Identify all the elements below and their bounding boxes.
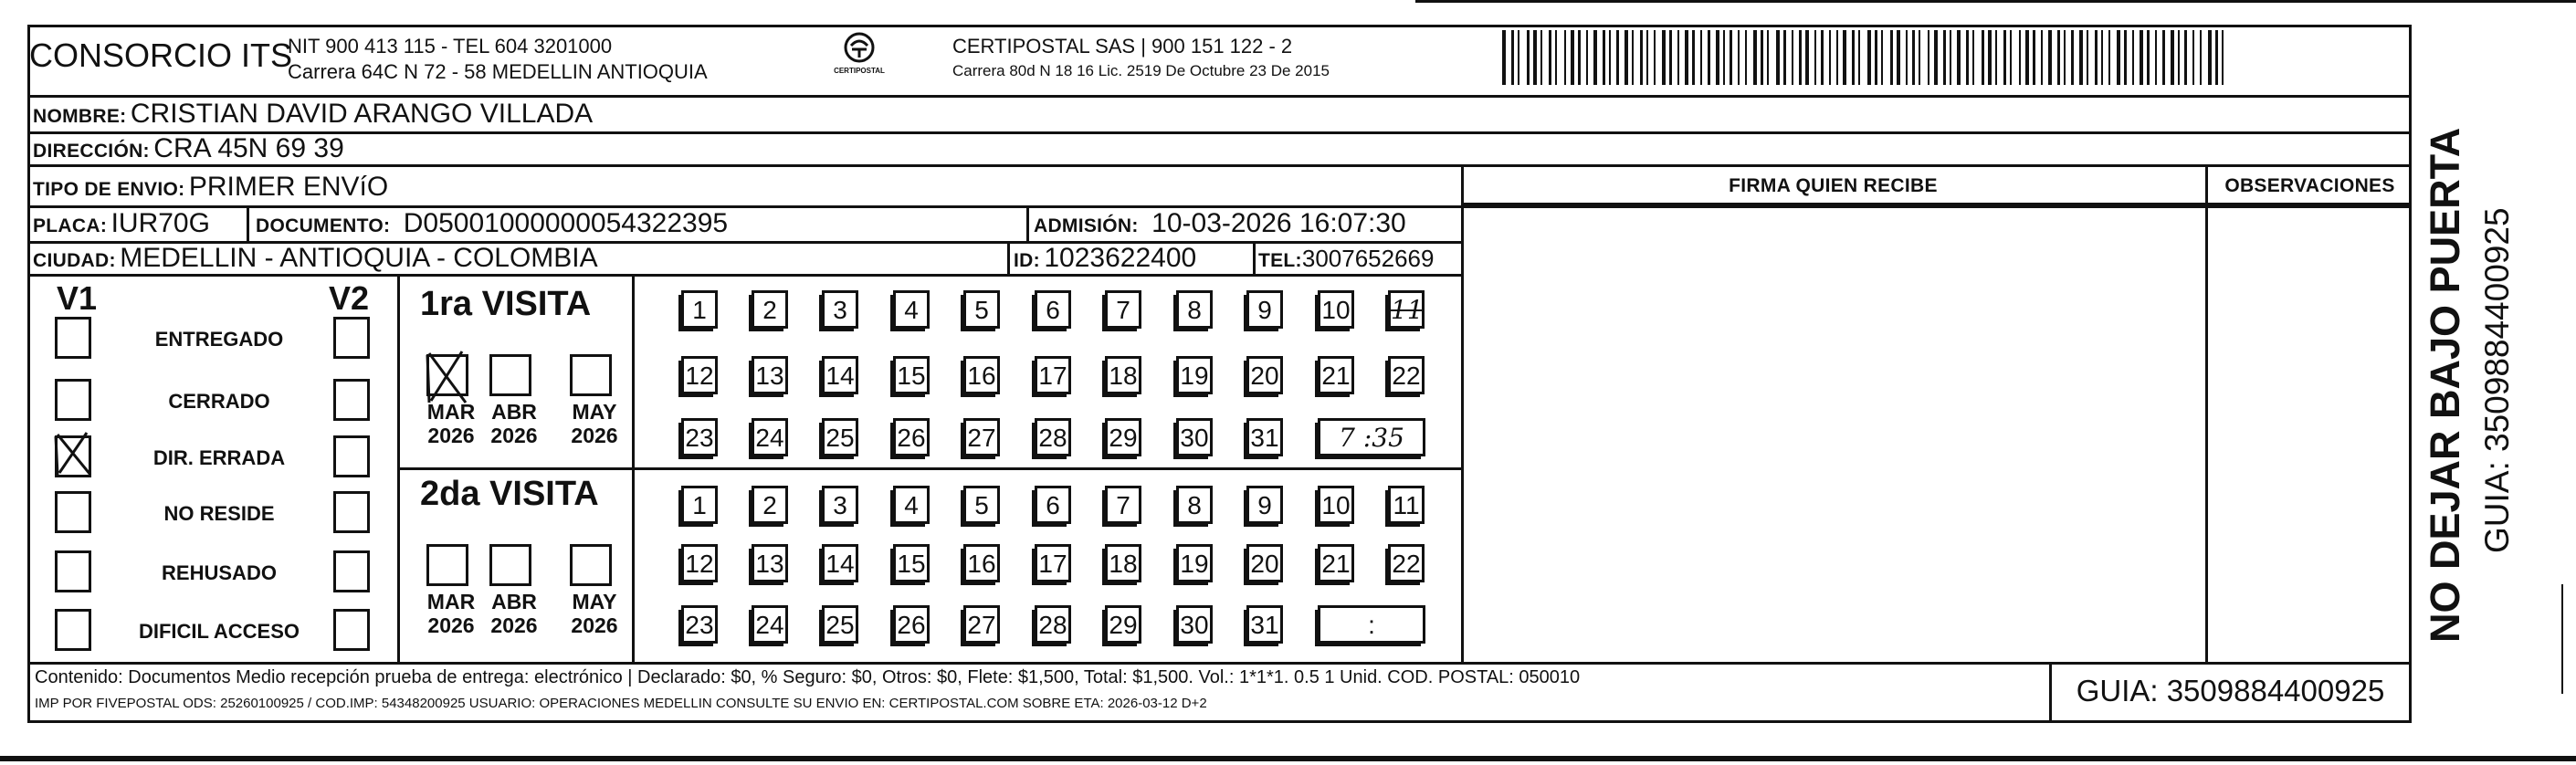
barcode-bar [1616,30,1619,85]
barcode-bar [2025,30,2029,85]
barcode-bar [1669,30,1672,85]
id-field [1014,243,1196,274]
observations-header: OBSERVACIONES [2224,175,2395,196]
observations-area[interactable] [2209,206,2409,659]
barcode-bar [1502,30,1506,85]
barcode-bar [1957,30,1961,85]
barcode-bar [2124,30,2127,85]
barcode-bar [2108,30,2110,85]
carrier-license: Carrera 80d N 18 16 Lic. 2519 De Octubre 23 De 2015 [952,62,1330,79]
visit1-day-cell[interactable]: 28 [1035,418,1071,456]
barcode-bar [1792,30,1793,85]
barcode-bar [1745,30,1747,85]
visit2-day-cell[interactable]: 15 [893,544,930,582]
v2-checkbox[interactable] [333,550,370,592]
divider-observations [2205,164,2208,662]
visit2-day-cell[interactable]: 8 [1176,486,1213,524]
rule-city [27,274,1461,277]
v1-checkbox[interactable] [55,379,91,421]
visit2-day-cell[interactable]: 9 [1246,486,1283,524]
barcode-bar [1708,30,1710,85]
visit2-time-field[interactable]: : [1318,605,1425,644]
barcode-bar [1867,30,1871,85]
visit2-day-cell[interactable]: 25 [822,605,858,644]
admission-field [1034,208,1406,239]
month-name: MAR [426,400,476,424]
visit2-day-cell[interactable]: 21 [1318,544,1354,582]
divider-city [1007,241,1010,274]
visit2-day-cell[interactable]: 13 [752,544,788,582]
side-guia: GUIA: 3509884400925 [2478,207,2516,553]
v2-checkbox[interactable] [333,317,370,359]
barcode-bar [2192,30,2194,85]
barcode-bar [2101,30,2103,85]
x-check-mark-icon [426,350,466,403]
v1-checkbox[interactable] [55,435,91,477]
visit1-day-cell[interactable]: 20 [1246,356,1283,394]
v2-checkbox[interactable] [333,491,370,533]
month-year: 2026 [490,424,538,447]
visit2-month-checkbox[interactable] [426,544,468,586]
visit1-month-checkbox[interactable] [426,354,468,396]
visit2-day-cell[interactable]: 16 [963,544,1000,582]
status-label: DIR. ERRADA [152,446,286,469]
barcode-bar [1723,30,1725,85]
plate-value: IUR70G [110,208,210,238]
v1-checkbox[interactable] [55,609,91,651]
barcode-bar [1555,30,1557,85]
barcode-bar [1533,30,1537,85]
barcode-bar [2171,30,2174,85]
barcode-bar [2132,30,2134,85]
barcode-bar [1805,30,1809,85]
v1-checkbox[interactable] [55,317,91,359]
visit1-month-label [485,400,543,447]
visit1-day-cell[interactable]: 27 [963,418,1000,456]
visit1-month-checkbox[interactable] [570,354,612,396]
visit1-day-cell[interactable]: 26 [893,418,930,456]
barcode-bar [1966,30,1969,85]
visit1-day-cell[interactable]: 12 [681,356,718,394]
visit1-day-cell[interactable]: 11 [1388,290,1425,329]
month-name: ABR [491,400,537,424]
recipient-name: CRISTIAN DAVID ARANGO VILLADA [130,99,594,129]
visit2-day-cell[interactable]: 5 [963,486,1000,524]
divider-id [1253,241,1256,274]
visit2-day-cell[interactable]: 17 [1035,544,1071,582]
month-name: MAY [572,590,617,613]
divider-document [1026,205,1029,241]
barcode-bar [1549,30,1551,85]
month-name: MAR [426,590,476,613]
plate-field [33,208,210,239]
bottom-edge-line [0,756,2576,761]
visit2-month-label [565,590,624,637]
visit2-month-checkbox[interactable] [570,544,612,586]
address-label: DIRECCIÓN: [33,141,150,162]
barcode-bar [1609,30,1611,85]
barcode-bar [1730,30,1732,85]
barcode-bar [1767,30,1769,85]
id-label: ID: [1014,250,1040,271]
status-label: ENTREGADO [154,328,284,351]
rule-visits [397,467,1461,470]
visit1-time-field[interactable]: 7 :35 [1318,418,1425,456]
right-edge-mark [2561,584,2563,694]
barcode-bar [1586,30,1588,85]
barcode-bar [1776,30,1780,85]
barcode-bar [1799,30,1802,85]
barcode-bar [2003,30,2006,85]
city-value: MEDELLIN - ANTIOQUIA - COLOMBIA [120,243,598,273]
barcode-bar [1890,30,1893,85]
barcode-bar [1875,30,1877,85]
name-row [33,99,593,130]
visit1-day-cell[interactable]: 14 [822,356,858,394]
visit1-day-cell[interactable]: 15 [893,356,930,394]
send-type-value: PRIMER ENVíO [188,172,389,202]
barcode-bar [2079,30,2083,85]
barcode-bar [2162,30,2165,85]
rule-address [27,164,2412,167]
v2-checkbox[interactable] [333,379,370,421]
status-label: NO RESIDE [163,502,275,525]
visit1-month-label [565,400,624,447]
barcode-bar [2200,30,2202,85]
visit1-day-cell[interactable]: 19 [1176,356,1213,394]
visit2-day-cell[interactable]: 27 [963,605,1000,644]
visit1-day-cell[interactable]: 6 [1035,290,1071,329]
visit2-day-cell[interactable]: 20 [1246,544,1283,582]
barcode-bar [1564,30,1566,85]
visit2-day-cell[interactable]: 7 [1105,486,1141,524]
visit2-day-cell[interactable]: 19 [1176,544,1213,582]
barcode-bar [1821,30,1824,85]
tel-field [1258,245,1434,273]
visit1-month-checkbox[interactable] [489,354,531,396]
v1-header: V1 [57,279,98,317]
barcode-bar [1881,30,1883,85]
v2-header: V2 [329,279,370,317]
barcode-bar [2147,30,2150,85]
visit2-day-cell[interactable]: 22 [1388,544,1425,582]
barcode-bar [1814,30,1816,85]
barcode-bar [2010,30,2012,85]
send-type-label: TIPO DE ENVIO: [33,179,185,200]
visit2-month-label [422,590,480,637]
plate-label: PLACA: [33,215,108,236]
visit1-day-cell[interactable]: 7 [1105,290,1141,329]
address-row [33,133,344,164]
barcode-bar [1692,30,1695,85]
barcode-bar [2184,30,2187,85]
barcode-bar [2057,30,2060,85]
barcode-bar [2178,30,2180,85]
visit1-day-cell[interactable]: 9 [1246,290,1283,329]
visit1-day-cell[interactable]: 24 [752,418,788,456]
visit1-day-cell[interactable]: 22 [1388,356,1425,394]
barcode-bar [1540,30,1542,85]
visit2-day-cell[interactable]: 6 [1035,486,1071,524]
recipient-address: CRA 45N 69 39 [153,133,344,163]
barcode-bar [1943,30,1946,85]
company-address: Carrera 64C N 72 - 58 MEDELLIN ANTIOQUIA [288,60,708,83]
x-check-mark-icon [54,431,90,475]
barcode-bar [2117,30,2120,85]
barcode-bar [1829,30,1831,85]
month-name: ABR [491,590,537,613]
visit2-day-cell[interactable]: 31 [1246,605,1283,644]
divider-plate [247,205,249,241]
barcode [1502,30,2233,85]
barcode-graphic [1502,30,2233,85]
rule-footer [27,662,2412,665]
v1-checkbox[interactable] [55,491,91,533]
v2-checkbox[interactable] [333,609,370,651]
barcode-bar [1654,30,1656,85]
barcode-bar [2033,30,2035,85]
v2-checkbox[interactable] [333,435,370,477]
barcode-bar [1716,30,1719,85]
document-field [256,208,728,239]
barcode-bar [1988,30,1992,85]
status-label: CERRADO [168,390,270,413]
status-label: DIFICIL ACCESO [138,620,300,643]
company-nit: NIT 900 413 115 - TEL 604 3201000 [288,35,613,58]
month-year: 2026 [571,424,618,447]
visit2-day-cell[interactable]: 3 [822,486,858,524]
visit1-title: 1ra VISITA [420,285,592,323]
visit2-day-cell[interactable]: 23 [681,605,718,644]
rule-column-heads [1461,203,2412,205]
barcode-bar [2215,30,2218,85]
barcode-bar [1700,30,1702,85]
city-label: CIUDAD: [33,250,116,271]
shipment-contents: Contenido: Documentos Medio recepción prueba de entrega: electrónico | Declarado: $0, % Seguro: $0, Otros: $0, Flete: $1,500, Total: $1,500. Vol.: 1*1*1. 0.5 1 Unid. COD. POSTAL: 050010 [35,667,1581,687]
visit1-day-cell[interactable]: 21 [1318,356,1354,394]
visit1-day-cell[interactable]: 25 [822,418,858,456]
visit1-day-cell[interactable]: 17 [1035,356,1071,394]
month-year: 2026 [571,613,618,637]
visit1-day-cell[interactable]: 2 [752,290,788,329]
barcode-bar [1753,30,1757,85]
barcode-bar [2208,30,2212,85]
visit2-day-cell[interactable]: 28 [1035,605,1071,644]
barcode-bar [2071,30,2074,85]
barcode-bar [2155,30,2157,85]
id-value: 1023622400 [1044,243,1197,273]
city-field [33,243,598,274]
visit1-day-cell[interactable]: 30 [1176,418,1213,456]
visit2-day-cell[interactable]: 10 [1318,486,1354,524]
visit1-day-cell[interactable]: 3 [822,290,858,329]
barcode-bar [1640,30,1643,85]
top-edge-line [1415,0,2576,3]
barcode-bar [2048,30,2052,85]
month-year: 2026 [490,613,538,637]
barcode-bar [1518,30,1519,85]
visit1-day-cell[interactable]: 23 [681,418,718,456]
barcode-bar [1578,30,1581,85]
barcode-bar [1571,30,1574,85]
barcode-bar [1624,30,1628,85]
visit2-day-cell[interactable]: 12 [681,544,718,582]
month-year: 2026 [427,424,475,447]
visit1-month-label [422,400,480,447]
visit2-day-cell[interactable]: 1 [681,486,718,524]
barcode-bar [1950,30,1951,85]
divider-signature [1461,164,1464,662]
document-label: DOCUMENTO: [256,215,391,236]
visit1-day-cell[interactable]: 5 [963,290,1000,329]
month-name: MAY [572,400,617,424]
visit2-day-cell[interactable]: 14 [822,544,858,582]
visit2-day-cell[interactable]: 24 [752,605,788,644]
logo-icon [843,31,876,64]
visit2-day-cell[interactable]: 2 [752,486,788,524]
barcode-bar [1603,30,1605,85]
visit2-day-cell[interactable]: 11 [1388,486,1425,524]
send-type-row [33,172,388,203]
footer-guia: GUIA: 3509884400925 [2076,674,2385,707]
visit1-day-cell[interactable]: 8 [1176,290,1213,329]
visit2-month-label [485,590,543,637]
barcode-bar [1843,30,1846,85]
barcode-bar [1662,30,1666,85]
visit2-title: 2da VISITA [420,475,599,513]
barcode-bar [1995,30,1997,85]
signature-area[interactable] [1465,206,2203,659]
barcode-bar [1906,30,1908,85]
barcode-bar [1982,30,1984,85]
no-dejar-warning: NO DEJAR BAJO PUERTA [2422,127,2468,643]
tel-label: TEL: [1258,250,1302,271]
barcode-bar [1761,30,1763,85]
tel-value: 3007652669 [1301,245,1435,272]
barcode-bar [1511,30,1514,85]
logo-wordmark: CERTIPOSTAL [834,67,885,75]
admission-value: 10-03-2026 16:07:30 [1151,208,1406,238]
rule-name [27,131,2412,134]
barcode-bar [1934,30,1938,85]
barcode-bar [1852,30,1855,85]
visit1-day-cell[interactable]: 29 [1105,418,1141,456]
visit1-day-cell[interactable]: 10 [1318,290,1354,329]
company-name: CONSORCIO ITS [29,37,293,74]
visit1-day-cell[interactable]: 31 [1246,418,1283,456]
visit2-day-cell[interactable]: 26 [893,605,930,644]
visit1-day-cell[interactable]: 1 [681,290,718,329]
barcode-bar [1646,30,1648,85]
barcode-bar [2019,30,2021,85]
visit2-day-cell[interactable]: 18 [1105,544,1141,582]
print-info: IMP POR FIVEPOSTAL ODS: 25260100925 / COD.IMP: 54348200925 USUARIO: OPERACIONES MEDELLIN CONSULTE SU ENVIO EN: CERTIPOSTAL.COM SOBRE ETA: 2026-03-12 D+2 [35,696,1207,711]
barcode-bar [2041,30,2043,85]
rule-header [27,95,2412,98]
barcode-bar [1685,30,1688,85]
name-label: NOMBRE: [33,106,127,127]
barcode-bar [1738,30,1740,85]
barcode-bar [2140,30,2143,85]
barcode-bar [1912,30,1915,85]
barcode-bar [1632,30,1634,85]
status-label: REHUSADO [162,561,277,584]
barcode-bar [1527,30,1530,85]
visit1-day-cell[interactable]: 13 [752,356,788,394]
barcode-bar [1783,30,1786,85]
admission-label: ADMISIÓN: [1034,215,1139,236]
document-value: D05001000000054322395 [403,208,729,238]
barcode-bar [1593,30,1597,85]
v1-checkbox[interactable] [55,550,91,592]
barcode-bar [1928,30,1929,85]
barcode-bar [1919,30,1920,85]
barcode-bar [1858,30,1860,85]
barcode-bar [2064,30,2066,85]
carrier-info: CERTIPOSTAL SAS | 900 151 122 - 2 [952,35,1293,58]
month-year: 2026 [427,613,475,637]
visit1-day-cell[interactable]: 18 [1105,356,1141,394]
barcode-bar [2095,30,2098,85]
signature-header: FIRMA QUIEN RECIBE [1729,175,1938,196]
barcode-bar [1677,30,1679,85]
visit1-day-cell[interactable]: 16 [963,356,1000,394]
visit1-day-cell[interactable]: 4 [893,290,930,329]
visit2-day-cell[interactable]: 30 [1176,605,1213,644]
barcode-bar [2087,30,2088,85]
visit2-month-checkbox[interactable] [489,544,531,586]
barcode-bar [1897,30,1900,85]
certipostal-logo [829,31,889,75]
barcode-bar [1972,30,1974,85]
visit2-day-cell[interactable]: 29 [1105,605,1141,644]
visit2-day-cell[interactable]: 4 [893,486,930,524]
barcode-bar [1836,30,1838,85]
barcode-bar [2222,30,2224,85]
